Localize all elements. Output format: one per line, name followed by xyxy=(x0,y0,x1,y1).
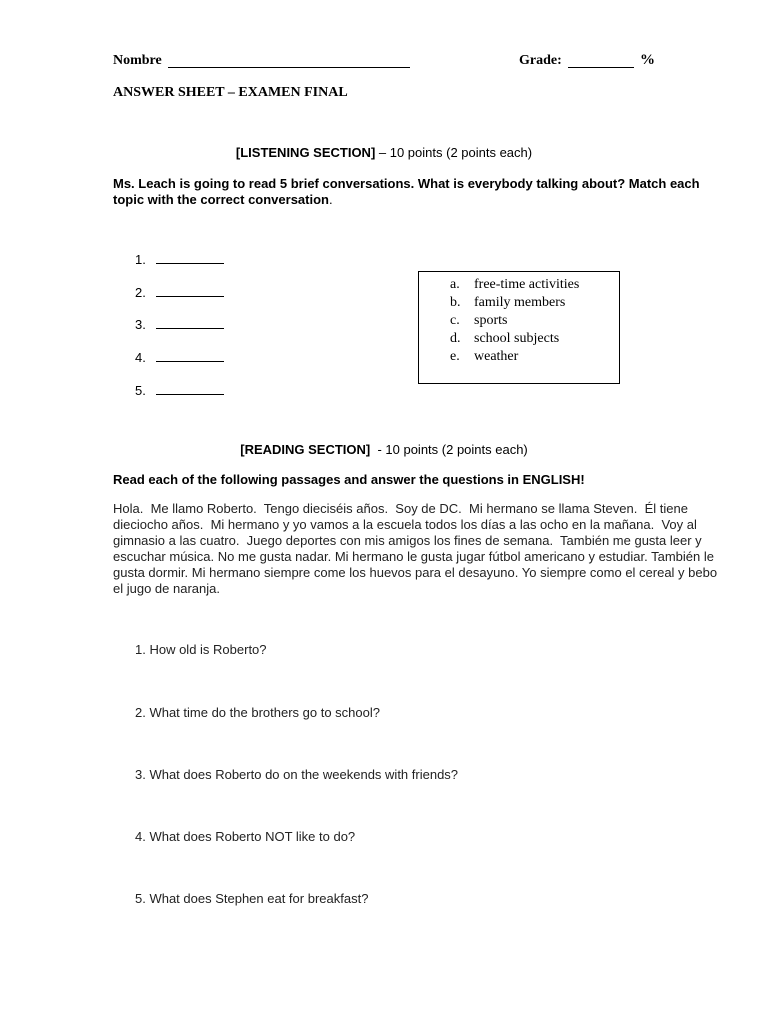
topic-item xyxy=(450,349,518,365)
listening-instructions xyxy=(113,176,713,208)
topic-item xyxy=(450,313,507,329)
question-item: 4. What does Roberto NOT like to do? xyxy=(135,829,356,844)
topic-label: family members xyxy=(474,295,566,310)
answer-number: 1. xyxy=(135,252,146,267)
answer-blank[interactable] xyxy=(156,284,224,297)
topic-label: free-time activities xyxy=(474,277,580,292)
grade-label: Grade: xyxy=(519,53,562,68)
answer-number: 5. xyxy=(135,383,146,398)
topic-letter: d. xyxy=(450,331,461,346)
name-field[interactable] xyxy=(168,67,410,68)
answer-number: 4. xyxy=(135,350,146,365)
answer-blank[interactable] xyxy=(156,349,224,362)
listening-heading-label: [LISTENING SECTION] xyxy=(235,145,376,160)
topic-label: sports xyxy=(474,313,508,328)
reading-passage: Hola. Me llamo Roberto. Tengo dieciséis años. Soy de DC. Mi hermano se llama Steven. Él tiene dieciocho años. Mi hermano y yo vamos a la escuela todos los días a las ocho en la mañana. Voy al gimnasio a las cuatro. Juego deportes con mis amigos los fines de semana. También me gusta leer y escuchar música. No me gusta nadar. Mi hermano le gusta jugar fútbol americano y estudiar. También le gusta dormir. Mi hermano siempre come los huevos para el desayuno. Yo siempre como el cereal y bebo el jugo de naranja. xyxy=(113,501,721,596)
answer-blank[interactable] xyxy=(156,251,224,264)
answer-row xyxy=(135,349,224,365)
topic-letter: b. xyxy=(450,295,461,310)
topic-item xyxy=(450,277,579,293)
answer-blank[interactable] xyxy=(156,316,224,329)
grade-field[interactable] xyxy=(568,67,634,68)
listening-heading-points: – 10 points (2 points each) xyxy=(375,145,533,160)
page-title: ANSWER SHEET – EXAMEN FINAL xyxy=(113,85,348,100)
listening-section-heading xyxy=(0,145,768,160)
question-item: 5. What does Stephen eat for breakfast? xyxy=(135,891,369,906)
name-label: Nombre xyxy=(113,53,162,68)
topic-item xyxy=(450,331,559,347)
answer-number: 3. xyxy=(135,317,146,332)
topics-box xyxy=(418,271,620,384)
answer-row xyxy=(135,284,224,300)
listening-instructions-text: Ms. Leach is going to read 5 brief conversations. What is everybody talking about? Match each topic with the correct conversation xyxy=(113,176,700,207)
question-item: 2. What time do the brothers go to school? xyxy=(135,705,380,720)
answer-blank[interactable] xyxy=(156,382,224,395)
answer-row xyxy=(135,316,224,332)
answer-row xyxy=(135,251,224,267)
reading-instructions: Read each of the following passages and answer the questions in ENGLISH! xyxy=(113,472,585,487)
question-item: 3. What does Roberto do on the weekends with friends? xyxy=(135,767,459,782)
reading-section-heading xyxy=(0,442,768,457)
topic-label: weather xyxy=(474,349,519,364)
reading-heading-points: - 10 points (2 points each) xyxy=(370,442,528,457)
topic-label: school subjects xyxy=(474,331,560,346)
topic-letter: c. xyxy=(450,313,460,328)
topic-letter: e. xyxy=(450,349,460,364)
answer-row xyxy=(135,382,224,398)
reading-heading-label: [READING SECTION] xyxy=(240,442,371,457)
question-item: 1. How old is Roberto? xyxy=(135,642,267,657)
topic-item xyxy=(450,295,565,311)
answer-number: 2. xyxy=(135,285,146,300)
listening-instructions-period: . xyxy=(329,192,333,207)
grade-percent-sign: % xyxy=(640,52,655,68)
topic-letter: a. xyxy=(450,277,460,292)
